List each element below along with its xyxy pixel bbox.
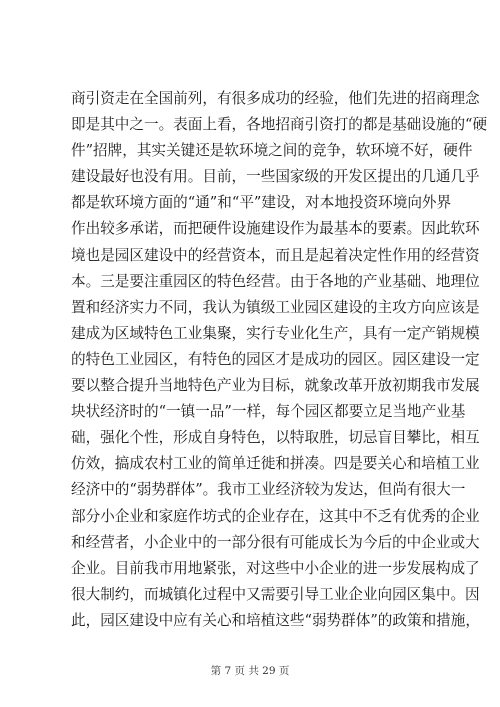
text-line: 都是软环境方面的“通”和“平”建设，对本地投资环境向外界: [71, 194, 452, 212]
text-line: 即是其中之一。表面上看，各地招商引资打的都是基础设施的“硬: [71, 116, 488, 134]
text-line: 建设最好也没有用。目前，一些国家级的开发区提出的几通几乎: [71, 168, 480, 186]
text-line: 此，园区建设中应有关心和培植这些“弱势群体”的政策和措施，: [71, 611, 480, 629]
text-line: 本。三是要注重园区的特色经营。由于各地的产业基础、地理位: [71, 272, 480, 290]
text-line: 础，强化个性，形成自身特色，以特取胜，切忌盲目攀比，相互: [71, 429, 480, 447]
text-line: 件”招牌，其实关键还是软环境之间的竞争，软环境不好，硬件: [71, 142, 473, 160]
text-line: 块状经济时的“一镇一品”一样，每个园区都要立足当地产业基: [71, 403, 466, 421]
text-line: 部分小企业和家庭作坊式的企业存在，这其中不乏有优秀的企业: [71, 507, 480, 525]
text-line: 置和经济实力不同，我认为镇级工业园区建设的主攻方向应该是: [71, 298, 480, 316]
text-line: 企业。目前我市用地紧张，对这些中小企业的进一步发展构成了: [71, 559, 480, 577]
text-line: 经济中的“弱势群体”。我市工业经济较为发达，但尚有很大一: [71, 481, 466, 499]
text-line: 和经营者，小企业中的一部分很有可能成长为今后的中企业或大: [71, 533, 480, 551]
text-line: 的特色工业园区，有特色的园区才是成功的园区。园区建设一定: [71, 350, 480, 368]
text-line: 很大制约，而城镇化过程中又需要引导工业企业向园区集中。因: [71, 585, 480, 603]
text-line: 仿效，搞成农村工业的简单迁徙和拼凑。四是要关心和培植工业: [71, 455, 480, 473]
text-line: 商引资走在全国前列，有很多成功的经验，他们先进的招商理念: [71, 90, 480, 107]
page-number-footer: 第 7 页 共 29 页: [210, 665, 290, 677]
text-line: 作出较多承诺，而把硬件设施建设作为最基本的要素。因此软环: [71, 220, 480, 238]
text-line: 建成为区域特色工业集聚，实行专业化生产，具有一定产销规模: [71, 324, 480, 342]
body-text: [71, 86, 488, 634]
text-line: 境也是园区建设中的经营资本，而且是起着决定性作用的经营资: [71, 246, 480, 264]
text-line: 要以整合提升当地特色产业为目标，就象改革开放初期我市发展: [71, 377, 480, 395]
